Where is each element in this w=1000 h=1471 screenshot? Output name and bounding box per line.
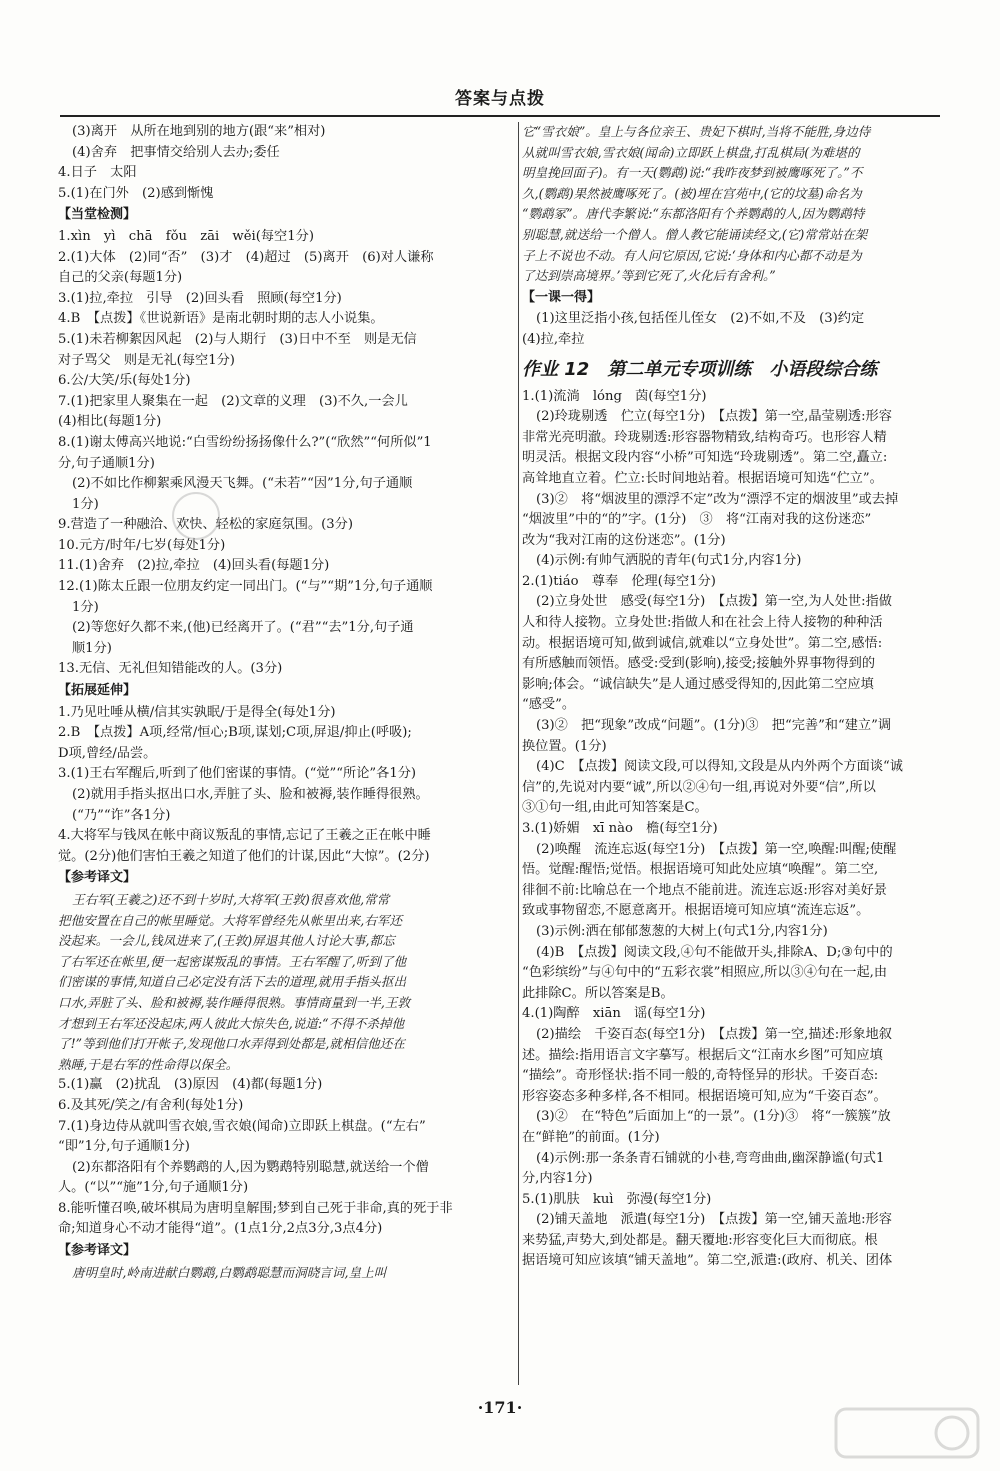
- left-line: 没起来。一会儿,钱凤进来了,(王敦)屏退其他人讨论大事,都忘: [58, 933, 395, 949]
- left-line: 口水,弄脏了头、脸和被褥,装作睡得很熟。事情商量到一半,王敦: [58, 994, 411, 1010]
- left-line: (4)舍弃 把事情交给别人去办;委任: [72, 144, 280, 160]
- right-line: (3)② 把“现象”改成“问题”。(1分)③ 把“完善”和“建立”调: [536, 718, 892, 734]
- left-line: (“乃”“诈”各1分): [72, 807, 171, 823]
- page-header: 答案与点拨: [455, 89, 545, 109]
- right-top-line: 【一课一得】: [522, 289, 601, 305]
- left-line: 1.乃见吐唾从横/信其实孰眠/于是得全(每处1分): [58, 704, 336, 720]
- left-line: (4)相比(每题1分): [58, 414, 162, 430]
- right-line: (3)示例:洒在郁郁葱葱的大树上(句式1分,内容1分): [536, 923, 828, 939]
- right-line: 徘徊不前:比喻总在一个地点不能前进。流连忘返:形容对美好景: [522, 882, 887, 898]
- left-line: “即”1分,句子通顺1分): [58, 1139, 190, 1155]
- header-rule: [60, 115, 940, 117]
- right-top-line: (4)拉,牵拉: [522, 331, 585, 347]
- left-line: 8.能听懂召唤,破坏棋局为唐明皇解围;梦到自己死于非命,真的死于非: [58, 1200, 453, 1216]
- right-top-line: 了达到崇高境界。’等到它死了,火化后有舍利。”: [522, 268, 776, 284]
- left-column: [58, 122, 520, 1283]
- left-line: 13.无信、无礼但知错能改的人。(3分): [58, 661, 283, 677]
- right-line: (3)② 将“烟波里的漂浮不定”改为“漂浮不定的烟波里”或去掉: [536, 491, 899, 507]
- right-line: “烟波里”中的“的”字。(1分) ③ 将“江南对我的这份迷恋”: [522, 512, 872, 528]
- right-line: 换位置。(1分): [522, 738, 607, 754]
- left-line: 对子骂父 则是无礼(每空1分): [58, 352, 235, 368]
- left-line: 熟睡,于是右军的性命得以保全。: [58, 1056, 239, 1072]
- left-line: 4.大将军与钱凤在帐中商议叛乱的事情,忘记了王羲之正在帐中睡: [58, 828, 431, 844]
- left-line: (2)等您好久都不来,(他)已经离开了。(“君”“去”1分,句子通: [72, 620, 414, 636]
- left-line: 【当堂检测】: [58, 207, 137, 223]
- left-line: 自己的父亲(每题1分): [58, 270, 183, 286]
- left-line: 10.元方/时年/七岁(每处1分): [58, 537, 226, 553]
- assignment-title: 作业 12 第二单元专项训练 小语段综合练: [522, 358, 878, 380]
- left-line: 1分): [72, 496, 99, 512]
- left-line: (2)就用手指头抠出口水,弄脏了头、脸和被褥,装作睡得很熟。: [72, 787, 429, 802]
- left-line: 1.xìn yì chā fǒu zāi wěi(每空1分): [58, 228, 314, 244]
- right-line: 分,内容1分): [522, 1171, 593, 1187]
- right-line: 改为“我对江南的这份迷恋”。(1分): [522, 532, 726, 548]
- left-line: 了!”等到他们打开帐子,发现他口水弄得到处都是,就相信他还在: [58, 1036, 405, 1052]
- left-line: 4.日子 太阳: [58, 165, 137, 181]
- right-top-line: (1)这里泛指小孩,包括侄儿侄女 (2)不如,不及 (3)约定: [536, 311, 865, 327]
- right-line: (4)C 【点拨】阅读文段,可以得知,文段是从内外两个方面谈“诚: [536, 759, 903, 775]
- column-divider: [518, 122, 519, 1385]
- right-line: “感受”。: [522, 697, 576, 713]
- right-line: “描绘”。奇形怪状:指不同一般的,奇特怪异的形状。千姿百态:: [522, 1068, 879, 1084]
- left-line: 8.(1)谢太傅高兴地说:“白雪纷纷扬扬像什么?”(“欣然”“何所似”1: [58, 434, 432, 450]
- right-line: 据语境可知应该填“铺天盖地”。第二空,派遣:(政府、机关、团体: [522, 1253, 893, 1269]
- left-line: 4.B 【点拨】《世说新语》是南北朝时期的志人小说集。: [58, 311, 384, 327]
- left-line: (3)离开 从所在地到别的地方(跟“来”相对): [72, 124, 326, 139]
- right-line: 影响;体会。“诚信缺失”是人通过感受得知的,因此第二空应填: [522, 676, 874, 692]
- left-line: 【拓展延伸】: [58, 683, 137, 699]
- right-line: 此排除C。所以答案是B。: [522, 985, 674, 1001]
- right-line: 致或事物留恋,不愿意离开。根据语境可知应填“流连忘返”。: [522, 903, 870, 919]
- right-main-block: [522, 387, 984, 1273]
- left-line: 2.B 【点拨】A项,经常/恒心;B项,谋划;C项,屏退/抑止(呼吸);: [58, 725, 412, 741]
- right-line: 述。描绘:指用语言文字摹写。根据后文“江南水乡图”可知应填: [522, 1047, 883, 1063]
- right-column: [522, 122, 984, 1272]
- right-top-line: 久,(鹦鹉)果然被鹰啄死了。(被)埋在宫苑中,(它的坟墓)命名为: [522, 185, 862, 201]
- right-top-line: “鹦鹉冢”。唐代李繁说:“东都洛阳有个养鹦鹉的人,因为鹦鹉特: [522, 206, 865, 222]
- right-line: (2)铺天盖地 派遣(每空1分) 【点拨】第一空,铺天盖地:形容: [536, 1212, 892, 1228]
- right-line: 在“鲜艳”的前面。(1分): [522, 1129, 660, 1145]
- left-line: 9.营造了一种融洽、欢快、轻松的家庭氛围。(3分): [58, 517, 354, 533]
- left-line: D项,曾经/品尝。: [58, 745, 157, 761]
- right-line: 来势猛,声势大,到处都是。翻天覆地:形容变化巨大而彻底。根: [522, 1232, 878, 1248]
- left-line: 12.(1)陈太丘跟一位朋友约定一同出门。(“与”“期”1分,句子通顺: [58, 579, 433, 595]
- right-line: (3)② 在“特色”后面加上“的一景”。(1分)③ 将“一簇簇”放: [536, 1109, 891, 1125]
- right-top-line: 别聪慧,就送给一个僧人。僧人教它能诵读经文,(它)常常站在架: [522, 226, 868, 242]
- left-line: 3.(1)拉,牵拉 引导 (2)回头看 照顾(每空1分): [58, 290, 342, 306]
- right-line: 明灵活。根据文段内容“小桥”可知选“玲珑剔透”。第二空,矗立:: [522, 450, 888, 466]
- right-line: 悟。觉醒:醒悟;觉悟。根据语境可知此处应填“唤醒”。第二空,: [522, 862, 879, 878]
- right-line: (4)示例:那一条条青石铺就的小巷,弯弯曲曲,幽深静谧(句式1: [536, 1150, 885, 1166]
- right-line: 2.(1)tiáo 尊奉 伦理(每空1分): [522, 573, 716, 589]
- right-line: 1.(1)流淌 lóng 茵(每空1分): [522, 388, 707, 404]
- right-top-line: 它“雪衣娘”。皇上与各位亲王、贵妃下棋时,当将不能胜,身边侍: [522, 124, 871, 139]
- page-number: ·171·: [477, 1398, 523, 1417]
- right-line: (2)描绘 千姿百态(每空1分) 【点拨】第一空,描述:形象地叙: [536, 1026, 892, 1042]
- right-line: 3.(1)娇媚 xī nào 檐(每空1分): [522, 821, 718, 836]
- right-line: 信”的,先说对内要“诚”,所以②④句一组,再说对外要“信”,所以: [522, 779, 876, 795]
- right-line: ③①句一组,由此可知答案是C。: [522, 800, 708, 816]
- left-line: 【参考译文】: [58, 1243, 137, 1259]
- left-line: (2)不如比作柳絮乘风漫天飞舞。(“未若”“因”1分,句子通顺: [72, 476, 413, 492]
- right-line: 有所感触而领悟。感受:受到(影响),接受;接触外界事物得到的: [522, 656, 876, 672]
- left-line: 分,句子通顺1分): [58, 455, 155, 471]
- right-line: (4)示例:有帅气洒脱的青年(句式1分,内容1分): [536, 553, 802, 569]
- right-top-line: 从就叫雪衣娘,雪衣娘(闻命)立即跃上棋盘,打乱棋局(为难堪的: [522, 144, 860, 160]
- right-line: 5.(1)肌肤 kuì 弥漫(每空1分): [522, 1191, 712, 1207]
- right-top-line: 明皇挽回面子)。有一天(鹦鹉)说:“我昨夜梦到被鹰啄死了。”不: [522, 165, 863, 181]
- right-line: “色彩缤纷”与④句中的“五彩衣裳”相照应,所以③④句在一起,由: [522, 965, 888, 981]
- right-line: (2)玲珑剔透 伫立(每空1分) 【点拨】第一空,晶莹剔透:形容: [536, 409, 892, 425]
- left-line: 们密谋的事情,知道自己必定没有活下去的道理,就用手指头抠出: [58, 974, 407, 990]
- left-line: 才想到王右军还没起床,两人彼此大惊失色,说道:“不得不杀掉他: [58, 1015, 405, 1031]
- right-line: 人和待人接物。立身处世:指做人和在社会上待人接物的种种活: [522, 615, 883, 631]
- left-line: 6.及其死/笑之/有舍利(每处1分): [58, 1097, 244, 1113]
- left-line: (2)东都洛阳有个养鹦鹉的人,因为鹦鹉特别聪慧,就送给一个僧: [72, 1159, 429, 1175]
- left-line: 觉。(2分)他们害怕王羲之知道了他们的计谋,因此“大惊”。(2分): [58, 848, 430, 864]
- watermark-stamp: [172, 492, 220, 540]
- right-line: (4)B 【点拨】阅读文段,④句不能做开头,排除A、D;③句中的: [536, 944, 893, 960]
- left-line: 把他安置在自己的帐里睡觉。大将军曾经先从帐里出来,右军还: [58, 912, 403, 928]
- right-line: 形容姿态多种多样,各不相同。根据语境可知,应为“千姿百态”。: [522, 1088, 887, 1104]
- left-line: 命;知道身心不动才能得“道”。(1点1分,2点3分,3点4分): [58, 1221, 383, 1237]
- left-line: 1分): [72, 599, 99, 615]
- left-line: 人。(“以”“施”1分,句子通顺1分): [58, 1180, 249, 1196]
- left-line: 7.(1)把家里人聚集在一起 (2)文章的义理 (3)不久,一会儿: [58, 393, 408, 409]
- left-line: 【参考译文】: [58, 870, 137, 886]
- right-line: 4.(1)陶醉 xiān 谣(每空1分): [522, 1006, 706, 1022]
- right-line: (2)立身处世 感受(每空1分) 【点拨】第一空,为人处世:指做: [536, 594, 892, 610]
- right-top-block: [522, 122, 984, 351]
- right-line: 动。根据语境可知,做到诚信,就难以“立身处世”。第二空,感悟:: [522, 635, 883, 651]
- left-line: 2.(1)大体 (2)同“否” (3)才 (4)超过 (5)离开 (6)对人谦称: [58, 249, 434, 265]
- right-line: 高耸地直立着。伫立:长时间地站着。根据语境可知选“伫立”。: [522, 470, 883, 486]
- left-line: 3.(1)王右军醒后,听到了他们密谋的事情。(“觉”“所论”各1分): [58, 766, 417, 782]
- left-line: 11.(1)舍弃 (2)拉,牵拉 (4)回头看(每题1分): [58, 558, 330, 574]
- left-line: 5.(1)在门外 (2)感到惭愧: [58, 185, 214, 201]
- left-line: 5.(1)未若柳絮因风起 (2)与人期行 (3)日中不至 则是无信: [58, 331, 417, 347]
- left-line: 6.公/大笑/乐(每处1分): [58, 373, 191, 389]
- left-line: 7.(1)身边侍从就叫雪衣娘,雪衣娘(闻命)立即跃上棋盘。(“左右”: [58, 1118, 426, 1134]
- left-line: 顺1分): [72, 640, 112, 656]
- right-top-line: 子上不说也不动。有人问它原因,它说:‘身体和内心都不动是为: [522, 247, 862, 263]
- left-line: 5.(1)赢 (2)扰乱 (3)原因 (4)都(每题1分): [58, 1077, 323, 1093]
- right-line: 非常光亮明澈。玲珑剔透:形容器物精致,结构奇巧。也形容人精: [522, 429, 887, 445]
- left-line: 王右军(王羲之)还不到十岁时,大将军(王敦)很喜欢他,常常: [72, 891, 390, 907]
- right-line: (2)唤醒 流连忘返(每空1分) 【点拨】第一空,唤醒:叫醒;使醒: [536, 841, 897, 857]
- left-line: 唐明皇时,岭南进献白鹦鹉,白鹦鹉聪慧而洞晓言词,皇上叫: [72, 1264, 387, 1280]
- left-line: 了右军还在帐里,便一起密谋叛乱的事情。王右军醒了,听到了他: [58, 953, 407, 969]
